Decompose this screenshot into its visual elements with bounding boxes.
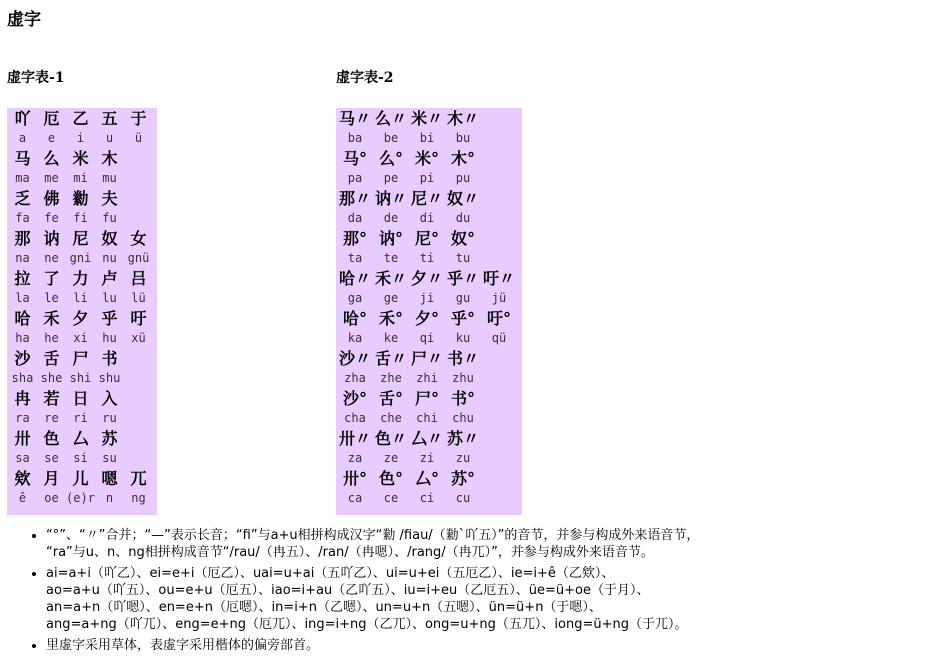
pinyin-cell: ê [18,491,27,505]
hanzi-cell: 吕 [130,269,147,288]
hanzi-cell: 讷° [378,229,403,248]
hanzi-cell: 木〃 [446,109,479,128]
hanzi-cell: 色 [43,429,60,448]
pinyin-cell: bu [455,131,471,145]
hanzi-cell: 拉 [14,269,31,288]
pinyin-cell: qü [491,331,507,345]
hanzi-cell: 书 [101,349,118,368]
pinyin-cell: gnü [127,251,150,265]
hanzi-cell: 乎〃 [446,269,479,288]
hanzi-cell: 那 [14,229,31,248]
hanzi-cell: 苏 [101,429,118,448]
hanzi-cell: 夫 [101,189,118,208]
pinyin-cell: ra [15,411,30,425]
hanzi-cell: 苏〃 [446,429,479,448]
hanzi-cell: 卅° [342,469,367,488]
table-row [7,109,157,149]
hanzi-cell: 尼〃 [410,189,443,208]
note-item: • ai=a+i（吖乙）、ei=e+i（厄乙）、uai=u+ai（五吖乙）、ui=u+ei（五厄乙）、ie=i+ê（乙欸）、 ao=a+u（吖五）、ou=e+u（厄五）、iao=i+au（乙吖五）、iu=i+eu（乙厄五）、üe=ü+oe（于月）、 an=a+n（吖嗯）、en=e+n（厄嗯）、in=i+n（乙嗯）、un=u+n（五嗯）、ün=ü+n（于嗯）、 ang=a+ng（吖兀）、eng=e+ng（厄兀）、ing=i+ng（乙兀）、ong=u+ng（五兀）、iong=ü+ng（于兀）。 [46,565,950,633]
pinyin-cell: jü [491,291,507,305]
hanzi-cell: 尸 [72,349,89,368]
table-row [336,429,522,469]
table-row [7,189,157,229]
pinyin-cell: pu [455,171,471,185]
table-row [7,229,157,269]
hanzi-cell: 哈° [342,309,367,328]
hanzi-cell: 色〃 [374,429,407,448]
pinyin-cell: bi [419,131,435,145]
pinyin-cell: shi [69,371,92,385]
table-row [7,149,157,189]
hanzi-cell: 米〃 [410,109,443,128]
hanzi-cell: 五 [101,109,118,128]
hanzi-cell: 哈〃 [338,269,371,288]
hanzi-cell: 夕 [72,309,89,328]
table-row [7,429,157,469]
pinyin-cell: ze [383,451,399,465]
pinyin-cell: sha [11,371,34,385]
pinyin-cell: me [44,171,59,185]
hanzi-cell: 奴〃 [446,189,479,208]
hanzi-cell: 奴° [450,229,475,248]
pinyin-cell: xi [73,331,88,345]
hanzi-cell: 吁° [486,309,511,328]
pinyin-cell: ta [347,251,363,265]
pinyin-cell: le [44,291,59,305]
hanzi-cell: 卢 [101,269,118,288]
pinyin-cell: be [383,131,399,145]
pinyin-cell: ti [419,251,435,265]
hanzi-cell: 尸〃 [410,349,443,368]
pinyin-cell: che [380,411,402,425]
pinyin-cell: la [15,291,30,305]
note-item: • “°”、“〃”合并；“—”表示长音；“fi”与a+u相拼构成汉字“勬 /fiau/（勬`吖五）”的音节，并参与构成外来语音节， “ra”与u、n、ng相拼构成音节“/rau/（冉五）、/ran/（冉嗯）、/rang/（冉兀）”，并参与构成外来语音节。 [46,527,950,561]
hanzi-cell: 夕〃 [410,269,443,288]
pinyin-cell: zhe [380,371,402,385]
hanzi-cell: 舌° [378,389,403,408]
note-item: • 里虚字采用草体，表虚字采用楷体的偏旁部首。 [46,637,950,654]
hanzi-cell: 厄 [43,109,60,128]
hanzi-cell: 尼 [72,229,89,248]
pinyin-cell: de [383,211,399,225]
hanzi-cell: 厶 [72,429,89,448]
table-row [7,349,157,389]
hanzi-cell: 了 [43,269,60,288]
pinyin-cell: shu [98,371,121,385]
hanzi-cell: 入 [101,389,118,408]
pinyin-cell: hu [102,331,117,345]
hanzi-cell: 乎° [450,309,475,328]
hanzi-cell: 米 [72,149,89,168]
hanzi-cell: 卅 [14,429,31,448]
hanzi-cell: 儿 [72,469,89,488]
hanzi-cell: 沙° [342,389,367,408]
pinyin-cell: e [47,131,56,145]
hanzi-cell: 么〃 [374,109,407,128]
pinyin-cell: cu [455,491,471,505]
pinyin-cell: qi [419,331,435,345]
pinyin-cell: ba [347,131,363,145]
hanzi-cell: 嗯 [101,469,118,488]
table-row [7,469,157,509]
pinyin-cell: ma [15,171,30,185]
pinyin-cell: sa [15,451,30,465]
pinyin-cell: lü [131,291,146,305]
table-row [336,469,522,509]
hanzi-cell: 欸 [14,469,31,488]
table-row [336,189,522,229]
pinyin-cell: ru [102,411,117,425]
hanzi-cell: 讷〃 [374,189,407,208]
hanzi-cell: 哈 [14,309,31,328]
pinyin-cell: ce [383,491,399,505]
pinyin-cell: he [44,331,59,345]
pinyin-cell: da [347,211,363,225]
hanzi-cell: 沙 [14,349,31,368]
pinyin-cell: ca [347,491,363,505]
table-row [336,229,522,269]
hanzi-cell: 勬 [72,189,89,208]
pinyin-cell: mi [73,171,88,185]
hanzi-cell: 舌〃 [374,349,407,368]
pinyin-cell: zu [455,451,471,465]
pinyin-cell: ri [73,411,88,425]
pinyin-cell: si [73,451,88,465]
pinyin-cell: ji [419,291,435,305]
pinyin-cell: chu [452,411,474,425]
hanzi-cell: 马 [14,149,31,168]
table-row [336,149,522,189]
hanzi-cell: 沙〃 [338,349,371,368]
hanzi-cell: 马° [342,149,367,168]
pinyin-cell: ng [131,491,146,505]
hanzi-cell: 那〃 [338,189,371,208]
pinyin-cell: chi [416,411,438,425]
hanzi-cell: 苏° [450,469,475,488]
hanzi-cell: 兀 [130,469,147,488]
pinyin-cell: xü [131,331,146,345]
notes-list [30,527,950,658]
pinyin-cell: fi [73,211,88,225]
pinyin-cell: tu [455,251,471,265]
hanzi-cell: 么° [378,149,403,168]
table-row [336,389,522,429]
hanzi-cell: 力 [72,269,89,288]
pinyin-cell: mu [102,171,117,185]
hanzi-cell: 色° [378,469,403,488]
pinyin-cell: re [44,411,59,425]
pinyin-cell: su [102,451,117,465]
table-row [7,309,157,349]
pinyin-cell: ha [15,331,30,345]
pinyin-cell: fa [15,211,30,225]
pinyin-cell: pe [383,171,399,185]
xuzi-table-2 [336,108,522,515]
hanzi-cell: 禾 [43,309,60,328]
pinyin-cell: zi [419,451,435,465]
pinyin-cell: ci [419,491,435,505]
hanzi-cell: 厶〃 [410,429,443,448]
hanzi-cell: 禾〃 [374,269,407,288]
table-row [336,269,522,309]
hanzi-cell: 乏 [14,189,31,208]
hanzi-cell: 夕° [414,309,439,328]
pinyin-cell: u [105,131,114,145]
hanzi-cell: 尼° [414,229,439,248]
hanzi-cell: 木° [450,149,475,168]
pinyin-cell: ne [44,251,59,265]
pinyin-cell: di [419,211,435,225]
table-row [7,269,157,309]
pinyin-cell: ge [383,291,399,305]
table2-title: 虚字表-2 [336,70,394,86]
hanzi-cell: 若 [43,389,60,408]
pinyin-cell: te [383,251,399,265]
pinyin-cell: zha [344,371,366,385]
hanzi-cell: 米° [414,149,439,168]
hanzi-cell: 么 [43,149,60,168]
pinyin-cell: ga [347,291,363,305]
pinyin-cell: li [73,291,88,305]
table1-title: 虚字表-1 [7,70,65,86]
pinyin-cell: n [105,491,114,505]
pinyin-cell: fu [102,211,117,225]
pinyin-cell: za [347,451,363,465]
pinyin-cell: ka [347,331,363,345]
pinyin-cell: lu [102,291,117,305]
hanzi-cell: 乙 [72,109,89,128]
xuzi-table-1 [7,108,157,515]
table-row [7,389,157,429]
hanzi-cell: 月 [43,469,60,488]
pinyin-cell: nu [102,251,117,265]
page-title: 虚字 [7,10,41,30]
pinyin-cell: ku [455,331,471,345]
hanzi-cell: 女 [130,229,147,248]
hanzi-cell: 冉 [14,389,31,408]
hanzi-cell: 吖 [14,109,31,128]
hanzi-cell: 厶° [414,469,439,488]
pinyin-cell: gni [69,251,92,265]
hanzi-cell: 那° [342,229,367,248]
pinyin-cell: ke [383,331,399,345]
hanzi-cell: 讷 [43,229,60,248]
hanzi-cell: 吁〃 [482,269,515,288]
table-row [336,309,522,349]
hanzi-cell: 佛 [43,189,60,208]
table-row [336,349,522,389]
pinyin-cell: (e)r [66,491,95,505]
hanzi-cell: 书° [450,389,475,408]
hanzi-cell: 奴 [101,229,118,248]
pinyin-cell: oe [44,491,59,505]
hanzi-cell: 马〃 [338,109,371,128]
pinyin-cell: zhu [452,371,474,385]
pinyin-cell: gu [455,291,471,305]
hanzi-cell: 木 [101,149,118,168]
pinyin-cell: zhi [416,371,438,385]
hanzi-cell: 书〃 [446,349,479,368]
pinyin-cell: du [455,211,471,225]
hanzi-cell: 舌 [43,349,60,368]
hanzi-cell: 尸° [414,389,439,408]
hanzi-cell: 禾° [378,309,403,328]
hanzi-cell: 卅〃 [338,429,371,448]
pinyin-cell: she [40,371,63,385]
pinyin-cell: cha [344,411,366,425]
hanzi-cell: 乎 [101,309,118,328]
hanzi-cell: 于 [130,109,147,128]
pinyin-cell: a [18,131,27,145]
pinyin-cell: na [15,251,30,265]
hanzi-cell: 吁 [130,309,147,328]
pinyin-cell: fe [44,211,59,225]
pinyin-cell: pa [347,171,363,185]
pinyin-cell: i [76,131,85,145]
pinyin-cell: ü [134,131,143,145]
pinyin-cell: pi [419,171,435,185]
table-row [336,109,522,149]
hanzi-cell: 日 [72,389,89,408]
pinyin-cell: se [44,451,59,465]
